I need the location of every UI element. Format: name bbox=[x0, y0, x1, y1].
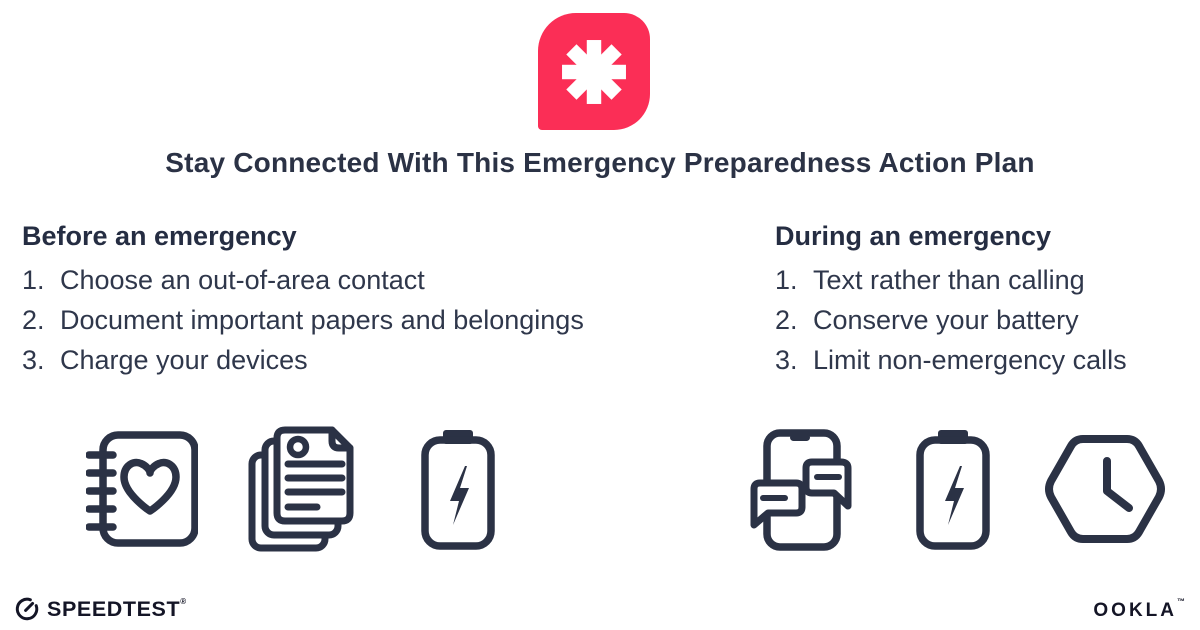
gauge-icon bbox=[14, 596, 40, 622]
section-during-emergency bbox=[775, 219, 1195, 380]
list-text: Conserve your battery bbox=[813, 305, 1079, 335]
before-heading: Before an emergency bbox=[22, 221, 297, 251]
list-number: 1. bbox=[22, 265, 45, 295]
list-item bbox=[775, 340, 1195, 380]
list-text: Choose an out-of-area contact bbox=[60, 265, 425, 295]
list-item bbox=[775, 300, 1195, 340]
documents-icon bbox=[246, 424, 358, 558]
list-number: 2. bbox=[775, 305, 798, 335]
speedtest-wordmark: SPEEDTEST® bbox=[47, 596, 187, 621]
phone-messages-icon bbox=[744, 426, 852, 554]
list-number: 3. bbox=[775, 345, 798, 375]
list-text: Limit non-emergency calls bbox=[813, 345, 1127, 375]
list-item bbox=[775, 260, 1195, 300]
asterisk-icon bbox=[561, 39, 627, 105]
speedtest-logo bbox=[14, 594, 186, 624]
trademark-symbol: ™ bbox=[1177, 597, 1185, 606]
list-text: Charge your devices bbox=[60, 345, 308, 375]
list-item bbox=[22, 300, 732, 340]
list-item bbox=[22, 340, 732, 380]
list-number: 2. bbox=[22, 305, 45, 335]
list-number: 3. bbox=[22, 345, 45, 375]
list-text: Text rather than calling bbox=[813, 265, 1085, 295]
emergency-badge bbox=[538, 13, 650, 130]
ookla-logo bbox=[1093, 597, 1185, 622]
list-number: 1. bbox=[775, 265, 798, 295]
list-item bbox=[22, 260, 732, 300]
during-heading: During an emergency bbox=[775, 221, 1052, 251]
battery-charge-icon bbox=[915, 426, 991, 552]
contact-book-icon bbox=[86, 428, 198, 550]
ookla-wordmark: OOKLA bbox=[1093, 600, 1177, 621]
page-title: Stay Connected With This Emergency Preparedness Action Plan bbox=[165, 147, 1035, 178]
battery-charge-icon bbox=[420, 426, 496, 552]
trademark-symbol: ® bbox=[180, 596, 187, 606]
section-before-emergency bbox=[22, 219, 732, 380]
clock-hexagon-icon bbox=[1041, 433, 1169, 545]
list-text: Document important papers and belongings bbox=[60, 305, 584, 335]
